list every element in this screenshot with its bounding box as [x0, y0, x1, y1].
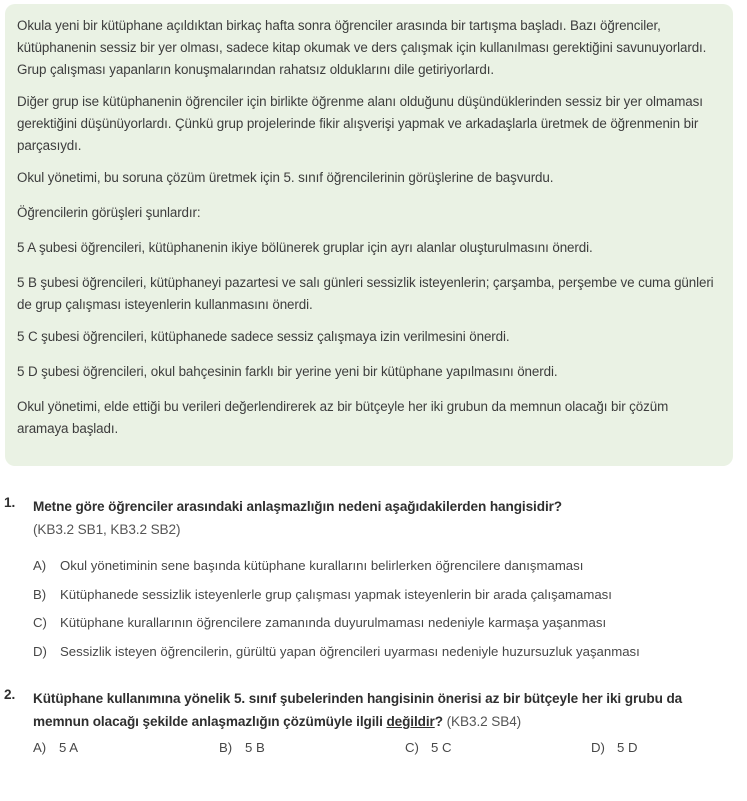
option-text: Okul yönetiminin sene başında kütüphane kurallarını belirlerken öğrencilere danışmaması [60, 558, 584, 573]
option-text: 5 D [617, 740, 638, 755]
option-a[interactable] [33, 740, 78, 755]
option-d[interactable] [33, 638, 743, 667]
question-number: 2. [4, 687, 16, 702]
answer-options [33, 740, 733, 764]
option-letter: A) [33, 740, 47, 755]
option-letter: B) [219, 740, 233, 755]
passage-paragraph-7: 5 C şubesi öğrencileri, kütüphanede sadece sessiz çalışmaya izin verilmesini önerdi. [17, 329, 510, 344]
passage-paragraph-9: Okul yönetimi, elde ettiği bu verileri değerlendirerek az bir bütçeyle her iki grubun da memnun olacağı bir çözüm aramaya başladı. [17, 399, 669, 436]
option-letter: B) [33, 586, 47, 602]
option-text: 5 C [431, 740, 452, 755]
option-letter: C) [33, 615, 47, 630]
passage-paragraph-3: Okul yönetimi, bu soruna çözüm üretmek için 5. sınıf öğrencilerinin görüşlerine de başvurdu. [17, 170, 554, 185]
passage-paragraph-2: Diğer grup ise kütüphanenin öğrenciler için birlikte öğrenme alanı olduğunu düşündüklerinden sessiz bir yer olmaması gerektiğini düşünüyorlardı. Çünkü grup projelerinde fikir alışverişi yapmak ve arkadaşlarla üretmek de öğrenmenin bir parçasıydı. [17, 94, 703, 153]
passage-paragraph-6: 5 B şubesi öğrencileri, kütüphaneyi pazartesi ve salı günleri sessizlik isteyenlerin; çarşamba, perşembe ve cuma günleri de grup çalışması isteyenlerin kullanmasını önerdi. [17, 275, 714, 312]
question-reference: (KB3.2 SB4) [442, 714, 522, 729]
option-text: 5 A [59, 740, 79, 755]
option-text: 5 B [245, 740, 265, 755]
question-text [33, 687, 738, 733]
question-stem: Kütüphane kullanımına yönelik 5. sınıf şubelerinden hangisinin önerisi az bir bütçeyle her iki grubu da memnun olacağı şekilde anlaşmazlığın çözümüyle ilgili [33, 691, 683, 729]
option-letter: D) [33, 643, 47, 659]
option-letter: C) [405, 740, 419, 755]
option-text: Sessizlik isteyen öğrencilerin, gürültü yapan öğrencileri uyarması nedeniyle huzursuzluk yaşanması [60, 643, 640, 659]
option-text: Kütüphanede sessizlik isteyenlerle grup çalışması yapmak isteyenlerin bir arada çalışamaması [60, 586, 612, 602]
option-c[interactable] [405, 740, 452, 755]
option-d[interactable] [591, 740, 638, 755]
option-c[interactable] [33, 609, 743, 638]
option-letter: D) [591, 740, 605, 755]
question-stem: Metne göre öğrenciler arasındaki anlaşmazlığın nedeni aşağıdakilerden hangisidir? [33, 499, 563, 514]
option-text: Kütüphane kurallarının öğrencilere zamanında duyurulmaması nedeniyle karmaşa yaşanması [60, 615, 607, 630]
question-text [33, 495, 738, 541]
option-b[interactable] [219, 740, 265, 755]
answer-options [33, 552, 743, 666]
question-emphasis: değildir [386, 714, 435, 729]
passage-paragraph-5: 5 A şubesi öğrencileri, kütüphanenin ikiye bölünerek gruplar için ayrı alanlar oluşturulmasını önerdi. [17, 240, 593, 255]
option-letter: A) [33, 558, 47, 573]
option-a[interactable] [33, 552, 743, 581]
question-number: 1. [4, 495, 16, 510]
question-mark: ? [434, 714, 443, 729]
reading-passage-box [5, 4, 733, 466]
question-reference: (KB3.2 SB1, KB3.2 SB2) [33, 522, 181, 537]
passage-paragraph-4: Öğrencilerin görüşleri şunlardır: [17, 205, 201, 220]
option-b[interactable] [33, 581, 743, 610]
passage-paragraph-8: 5 D şubesi öğrencileri, okul bahçesinin farklı bir yerine yeni bir kütüphane yapılmasını önerdi. [17, 364, 558, 379]
passage-paragraph-1: Okula yeni bir kütüphane açıldıktan birkaç hafta sonra öğrenciler arasında bir tartışma başladı. Bazı öğrenciler, kütüphanenin sessiz bir yer olması, sadece kitap okumak ve ders çalışmak için kullanılması gerektiğini savunuyorlardı. Grup çalışması yapanların konuşmalarından rahatsız olduklarını dile getiriyorlardı. [17, 18, 707, 77]
